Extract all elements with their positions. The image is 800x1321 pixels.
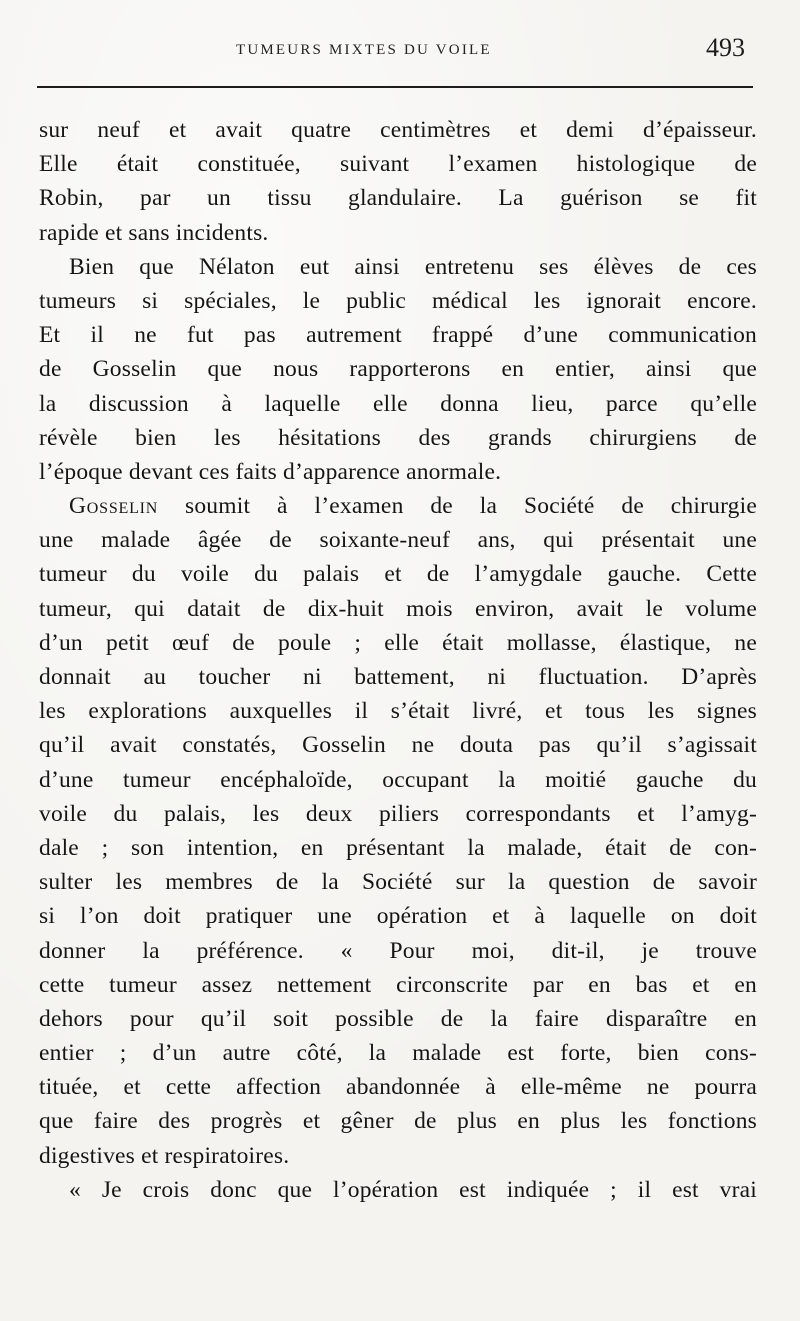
text-line: « Je crois donc que l’opération est indiquée ; il est vrai bbox=[69, 1176, 757, 1203]
text-line: l’époque devant ces faits d’apparence anormale. bbox=[39, 458, 502, 485]
text-line: donner la préférence. « Pour moi, dit-il, je trouve bbox=[39, 937, 757, 964]
text-line: voile du palais, les deux piliers correspondants et l’amyg- bbox=[39, 800, 757, 827]
text-line: les explorations auxquelles il s’était livré, et tous les signes bbox=[39, 698, 757, 725]
page-number: 493 bbox=[706, 33, 745, 62]
text-line: d’une tumeur encéphaloïde, occupant la moitié gauche du bbox=[39, 766, 757, 793]
text-line: tituée, et cette affection abandonnée à elle-même ne pourra bbox=[39, 1074, 757, 1101]
text-line: si l’on doit pratiquer une opération et à laquelle on doit bbox=[39, 903, 757, 930]
text-line: digestives et respiratoires. bbox=[39, 1142, 290, 1169]
text-line: une malade âgée de soixante-neuf ans, qui présentait une bbox=[39, 527, 757, 554]
text-line: entier ; d’un autre côté, la malade est forte, bien cons- bbox=[39, 1040, 757, 1067]
text-line-rest: soumit à l’examen de la Société de chirurgie bbox=[185, 493, 757, 520]
author-name-smallcaps: Gosselin bbox=[69, 493, 159, 520]
running-header bbox=[0, 30, 800, 70]
running-title: TUMEURS MIXTES DU VOILE bbox=[236, 42, 492, 58]
text-line: révèle bien les hésitations des grands chirurgiens de bbox=[39, 424, 757, 451]
text-line: Et il ne fut pas autrement frappé d’une communication bbox=[39, 322, 757, 349]
text-line: tumeur du voile du palais et de l’amygdale gauche. Cette bbox=[39, 561, 757, 588]
text-line: dale ; son intention, en présentant la malade, était de con- bbox=[39, 834, 757, 861]
text-line: rapide et sans incidents. bbox=[39, 219, 269, 246]
text-line: dehors pour qu’il soit possible de la faire disparaître en bbox=[39, 1005, 757, 1032]
text-line: d’un petit œuf de poule ; elle était mollasse, élastique, ne bbox=[39, 629, 757, 656]
text-line: de Gosselin que nous rapporterons en entier, ainsi que bbox=[39, 356, 757, 383]
text-line: Elle était constituée, suivant l’examen histologique de bbox=[39, 151, 757, 178]
text-line: Bien que Nélaton eut ainsi entretenu ses élèves de ces bbox=[69, 253, 757, 280]
text-line: donnait au toucher ni battement, ni fluctuation. D’après bbox=[39, 664, 757, 690]
text-line: qu’il avait constatés, Gosselin ne douta pas qu’il s’agissait bbox=[39, 732, 757, 759]
text-line: cette tumeur assez nettement circonscrite par en bas et en bbox=[39, 971, 757, 998]
body-text bbox=[39, 113, 757, 1207]
text-line: sulter les membres de la Société sur la question de savoir bbox=[39, 869, 757, 896]
text-line-with-name bbox=[39, 489, 757, 523]
text-line: tumeur, qui datait de dix-huit mois environ, avait le volume bbox=[39, 595, 757, 622]
text-line: la discussion à laquelle elle donna lieu, parce qu’elle bbox=[39, 390, 757, 417]
text-line: tumeurs si spéciales, le public médical les ignorait encore. bbox=[39, 287, 757, 314]
header-rule bbox=[37, 86, 753, 88]
text-line: sur neuf et avait quatre centimètres et demi d’épaisseur. bbox=[39, 117, 757, 143]
text-line: que faire des progrès et gêner de plus en plus les fonctions bbox=[39, 1108, 757, 1135]
text-line: Robin, par un tissu glandulaire. La guérison se fit bbox=[39, 185, 757, 212]
